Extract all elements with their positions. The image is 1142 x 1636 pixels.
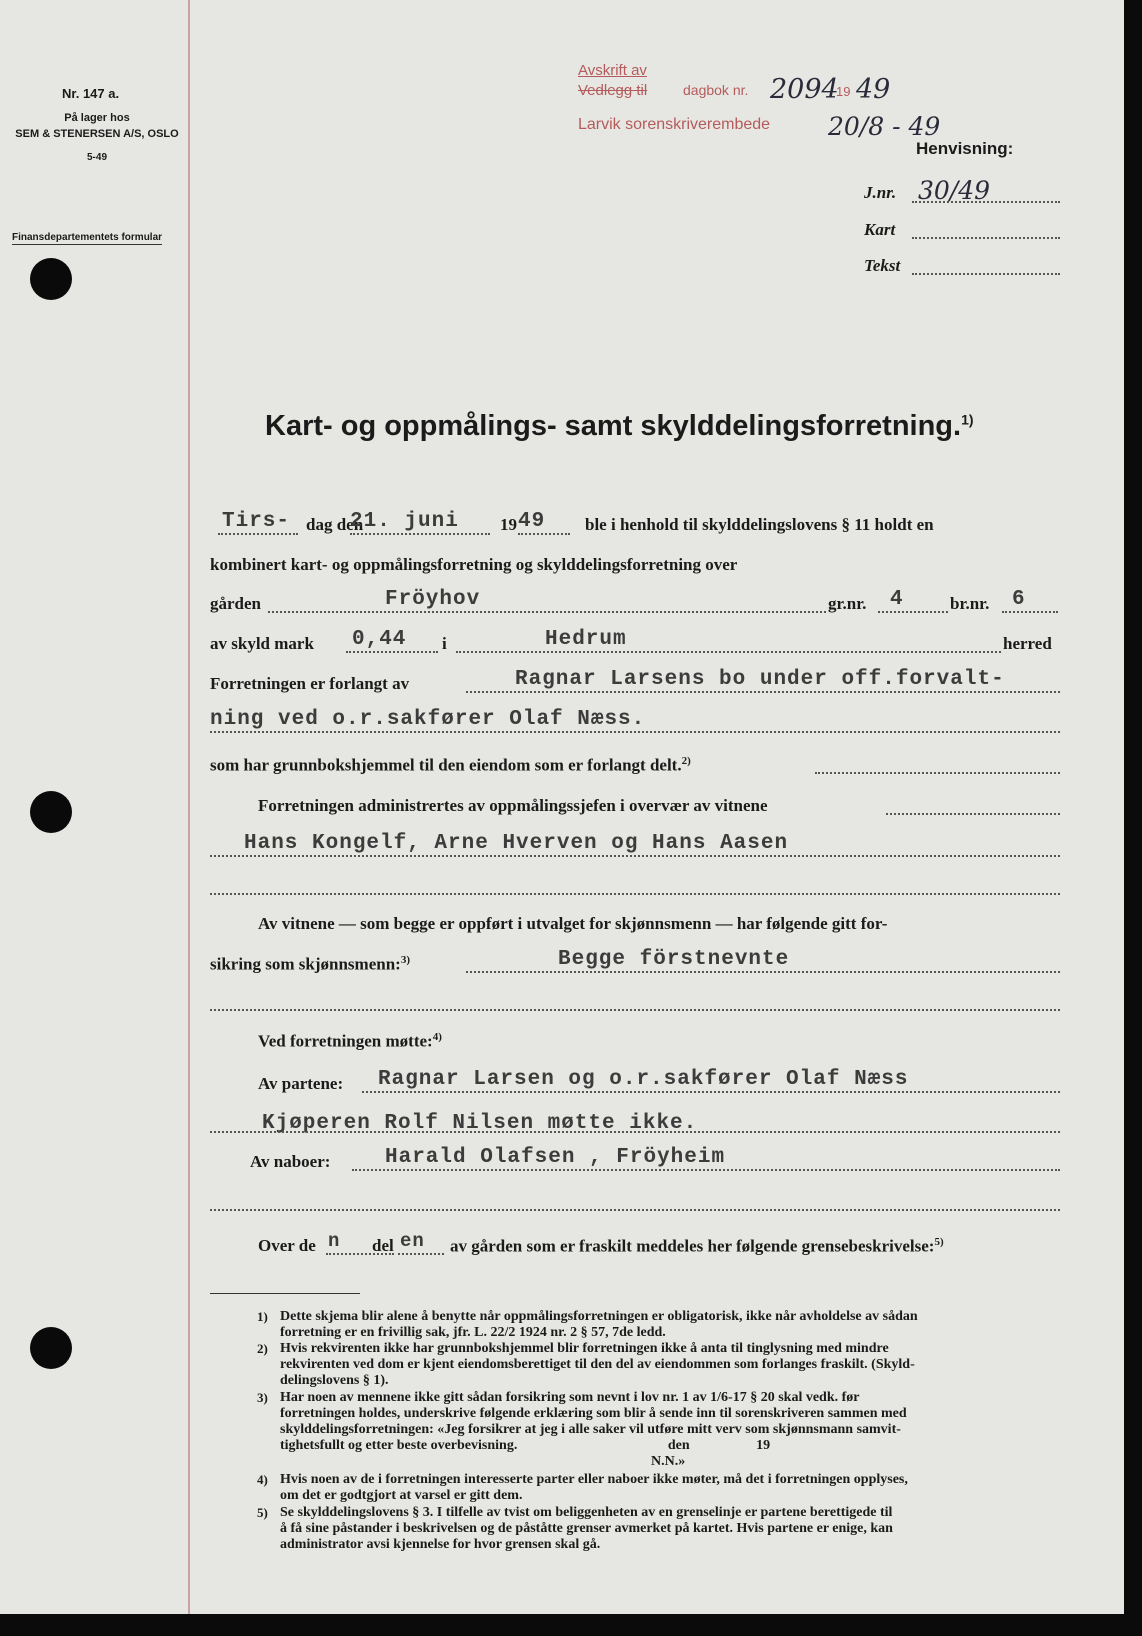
reference-heading: Henvisning: [916,139,1014,158]
del-value: en [400,1230,425,1252]
footnote-mark: 5) [257,1505,268,1520]
stock-line: SEM & STENERSEN A/S, OSLO [15,128,179,140]
department-label: Finansdepartementets formular [12,232,163,243]
vitne-line-2: sikring som skjønnsmenn:$^{3)}$ [210,954,410,974]
jnr-label: J.nr. [864,183,897,202]
statute-line: ble i henhold til skylddelingslovens § 11 holdt en [585,515,934,534]
year-prefix: 19 [500,515,517,534]
footnote-line: om det er godtgjort at varsel er gitt dem. [280,1488,523,1503]
footnote-line: å få sine påstander i beskrivelsen og de påståtte grenser avmerket på kartet. Hvis partene er enige, kan [280,1521,893,1536]
footnote-line: skylddelingsforretningen: «Jeg forsikrer at jeg i alle saker vil utføre mitt verv som skjønnsmann samvit- [280,1422,901,1437]
footnote-line: forretningen holdes, underskrive følgende erklæring som blir å sende inn til sorenskriveren sammen med [280,1406,907,1421]
footnote-mark: 1) [257,1309,268,1324]
footnote-line: administrator avsi kjennelse for hvor grensen skal gå. [280,1537,601,1552]
punch-hole [30,791,72,833]
grnr-label: gr.nr. [828,594,867,613]
over-label: Over de [258,1236,316,1255]
skyld-label: av skyld mark [210,634,314,653]
stamp-year-prefix: 19 [836,84,851,99]
kart-label: Kart [864,220,896,239]
garden-value: Fröyhov [385,588,481,611]
motte-label: Ved forretningen møtte:$^{4)}$ [258,1031,442,1051]
tekst-label: Tekst [864,256,901,275]
stamp-office: Larvik sorenskriverembede [578,116,771,133]
del-label: del [372,1236,394,1255]
partene-value: Ragnar Larsen og o.r.sakfører Olaf Næss [378,1068,909,1091]
kjoperen-value: Kjøperen Rolf Nilsen møtte ikke. [262,1112,698,1135]
stock-line: På lager hos [64,112,130,124]
partene-label: Av partene: [258,1074,344,1093]
admin-line: Forretningen administrertes av oppmålingssjefen i overvær av vitnene [258,796,768,815]
punch-hole [30,258,72,300]
forlangt-value-1: Ragnar Larsens bo under off.forvalt- [515,668,1005,691]
date-value: 21. juni [350,510,459,533]
over-value: n [328,1230,341,1252]
forlangt-label: Forretningen er forlangt av [210,674,410,693]
grunnbok-line: som har grunnbokshjemmel til den eiendom som er forlangt delt.$^{2)}$ [210,755,691,775]
footnote-line: forretning er en frivillig sak, jfr. L. 22/2 1924 nr. 2 § 57, 7de ledd. [280,1325,666,1340]
vitne-line-1: Av vitnene — som begge er oppført i utvalget for skjønnsmenn — har følgende gitt for- [258,914,888,933]
naboer-label: Av naboer: [250,1152,331,1171]
brnr-label: br.nr. [950,594,990,613]
margin-rule [188,0,190,1614]
witnesses-value: Hans Kongelf, Arne Hverven og Hans Aasen [244,832,789,855]
footnote-line: Har noen av mennene ikke gitt sådan forsikring som nevnt i lov nr. 1 av 1/6-17 § 20 skal vedk. før [280,1390,860,1405]
brnr-value: 6 [1012,588,1026,611]
day-value: Tirs- [222,510,291,533]
stamp-date: 20/8 - 49 [828,112,941,141]
stamp-year: 49 [856,74,891,105]
footnote-line: Hvis rekvirenten ikke har grunnbokshjemmel blir forretningen ikke å anta til tinglysning med mindre [280,1341,889,1356]
stamp-dagbok-label: dagbok nr. [683,82,749,98]
footnote-line: Se skylddelingslovens § 3. I tilfelle av tvist om beliggenheten av en grenselinje er partene berettigede til [280,1505,893,1520]
skyld-value: 0,44 [352,628,407,651]
form-number: Nr. 147 a. [62,86,120,101]
herred-value: Hedrum [545,628,627,651]
naboer-value: Harald Olafsen , Fröyheim [385,1146,726,1169]
stock-line: 5-49 [86,152,107,163]
grnr-value: 4 [890,588,904,611]
footnote-mark: 3) [257,1390,268,1405]
combined-line: kombinert kart- og oppmålingsforretning og skylddelingsforretning over [210,555,738,574]
stamp-dagbok-number: 2094 [770,74,839,105]
year-value: 49 [518,510,546,533]
garden-label: gården [210,594,261,613]
over-rest: av gården som er fraskilt meddeles her følgende grensebeskrivelse:$^{5)}$ [450,1236,944,1256]
day-suffix: dag den [306,515,364,534]
footnote-line: rekvirenten ved dom er kjent eiendomsberettiget til den del av eiendommen som forlanges fraskilt. (Skyld- [280,1357,915,1372]
footnote-line: N.N.» [280,1454,686,1469]
stamp-line: Avskrift av [578,62,647,79]
jnr-value: 30/49 [918,176,991,205]
punch-hole [30,1327,72,1369]
footnote-line: delingslovens § 1). [280,1373,389,1388]
footnote-line: Hvis noen av de i forretningen interesserte parter eller naboer ikke møter, må det i forretningen opplyses, [280,1472,908,1487]
footnote-rule [210,1293,360,1294]
footnote-mark: 4) [257,1472,268,1487]
stamp-line: Vedlegg til [578,82,648,99]
skyld-i: i [442,634,447,653]
footnote-line: Dette skjema blir alene å benytte når oppmålingsforretningen er obligatorisk, ikke når avholdelse av sådan [280,1309,918,1324]
forlangt-value-2: ning ved o.r.sakfører Olaf Næss. [210,708,646,731]
page-title: Kart- og oppmålings- samt skylddelingsforretning.$^{1)}$ [265,410,974,442]
vitne-value: Begge förstnevnte [558,948,790,971]
footnote-mark: 2) [257,1341,268,1356]
footnote-line: tighetsfullt og etter beste overbevisning. den 19 [280,1438,771,1453]
herred-label: herred [1003,634,1052,653]
